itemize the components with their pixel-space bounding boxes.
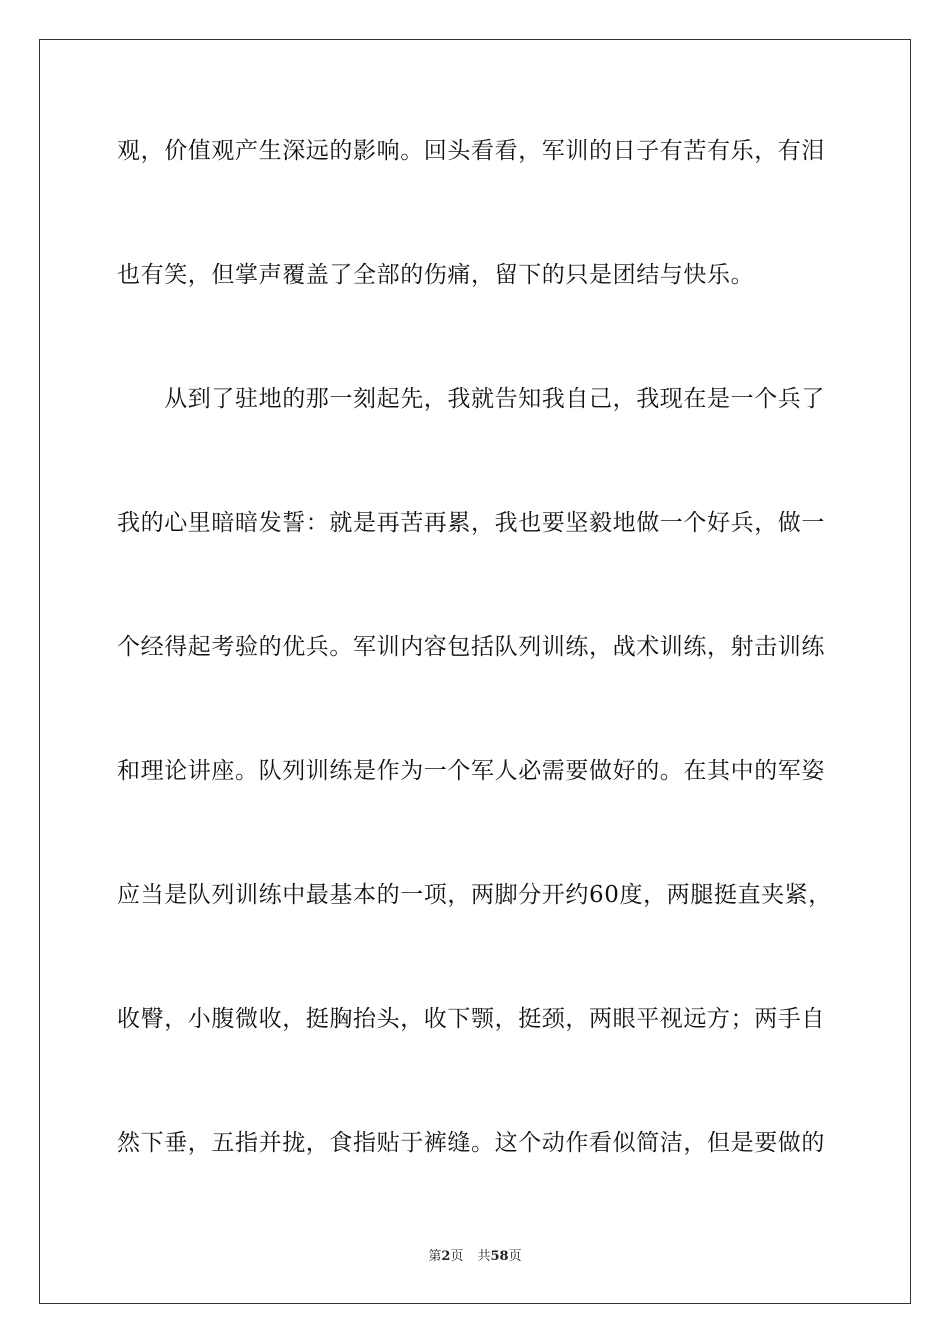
page-number: 2 bbox=[441, 1249, 451, 1264]
total-prefix: 共 bbox=[477, 1249, 491, 1264]
page-prefix: 第 bbox=[428, 1249, 442, 1264]
body-text-line-4: 我的心里暗暗发誓：就是再苦再累，我也要坚毅地做一个好兵，做一 bbox=[117, 510, 825, 536]
body-text-line-8: 收臀，小腹微收，挺胸抬头，收下颚，挺颈，两眼平视远方；两手自 bbox=[117, 1006, 825, 1032]
page-border bbox=[39, 39, 911, 1304]
body-text-line-6: 和理论讲座。队列训练是作为一个军人必需要做好的。在其中的军姿 bbox=[117, 758, 825, 784]
body-text-line-1: 观，价值观产生深远的影响。回头看看，军训的日子有苦有乐，有泪 bbox=[117, 138, 825, 164]
body-text-line-7: 应当是队列训练中最基本的一项，两脚分开约60度，两腿挺直夹紧， bbox=[117, 882, 832, 908]
total-pages: 58 bbox=[490, 1249, 509, 1264]
page-suffix: 页 bbox=[450, 1249, 464, 1264]
body-text-line-5: 个经得起考验的优兵。军训内容包括队列训练，战术训练，射击训练 bbox=[117, 634, 825, 660]
body-text-line-3: 从到了驻地的那一刻起先，我就告知我自己，我现在是一个兵了 bbox=[117, 386, 825, 412]
body-text-line-9: 然下垂，五指并拢，食指贴于裤缝。这个动作看似简洁，但是要做的 bbox=[117, 1130, 825, 1156]
total-suffix: 页 bbox=[508, 1249, 522, 1264]
page-footer bbox=[0, 1248, 950, 1266]
body-text-line-2: 也有笑，但掌声覆盖了全部的伤痛，留下的只是团结与快乐。 bbox=[117, 262, 755, 288]
